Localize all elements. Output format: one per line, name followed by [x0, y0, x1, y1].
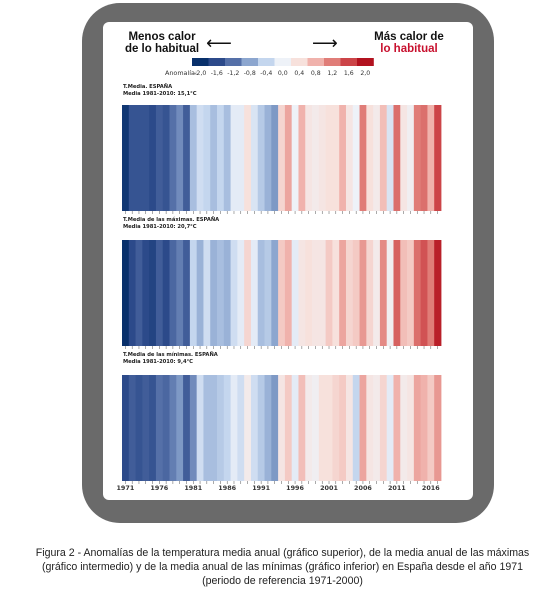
- stripe-panel-1: [122, 105, 441, 214]
- stripe-1986: [224, 105, 231, 211]
- stripe-2000: [319, 375, 326, 481]
- stripe-2009: [380, 375, 387, 481]
- panel-2-title-line2: Media 1981-2010: 20,7°C: [123, 223, 197, 230]
- stripe-2012: [400, 375, 407, 481]
- stripe-2013: [407, 375, 414, 481]
- stripe-1999: [312, 105, 319, 211]
- stripe-1995: [285, 375, 292, 481]
- stripe-2000: [319, 105, 326, 211]
- stripe-1974: [142, 375, 149, 481]
- stripe-1974: [142, 105, 149, 211]
- stripe-2010: [387, 375, 394, 481]
- stripe-1974: [142, 240, 149, 346]
- stripe-1972: [129, 105, 136, 211]
- stripe-2006: [360, 240, 367, 346]
- x-tick-label: 2001: [320, 484, 338, 492]
- stripe-1972: [129, 375, 136, 481]
- stripe-1988: [237, 240, 244, 346]
- stripe-2011: [393, 240, 400, 346]
- stripe-1983: [203, 375, 210, 481]
- stripe-1998: [305, 375, 312, 481]
- stripe-1998: [305, 105, 312, 211]
- stripe-1996: [292, 105, 299, 211]
- stripe-1987: [231, 375, 238, 481]
- stripe-1980: [183, 375, 190, 481]
- more-warm-line2: lo habitual: [380, 43, 438, 55]
- stripe-1989: [244, 105, 251, 211]
- stripe-1977: [163, 375, 170, 481]
- stripe-2002: [332, 375, 339, 481]
- stripe-1987: [231, 105, 238, 211]
- stripe-1981: [190, 375, 197, 481]
- stripe-1995: [285, 240, 292, 346]
- x-tick-label: 1981: [184, 484, 203, 492]
- stripe-1976: [156, 105, 163, 211]
- legend-tick-label: 0,4: [294, 70, 305, 77]
- stripe-2004: [346, 240, 353, 346]
- stripe-1973: [136, 240, 143, 346]
- legend-tick-label: 1,6: [343, 70, 354, 77]
- stripe-1986: [224, 375, 231, 481]
- stripe-panel-2: [122, 240, 441, 349]
- stripe-1988: [237, 105, 244, 211]
- stripe-1981: [190, 105, 197, 211]
- stripe-1982: [197, 105, 204, 211]
- stripe-2016: [427, 240, 434, 346]
- stripe-1983: [203, 105, 210, 211]
- stripe-2000: [319, 240, 326, 346]
- x-axis-ticks: [116, 484, 440, 492]
- stripe-1997: [298, 240, 305, 346]
- stripe-panel-3: [122, 375, 441, 484]
- stripe-2017: [434, 375, 441, 481]
- stripe-1979: [176, 375, 183, 481]
- x-tick-label: 1986: [218, 484, 237, 492]
- panel-3-title-line1: T.Media de las mínimas. ESPAÑA: [123, 352, 218, 358]
- stripe-1985: [217, 105, 224, 211]
- stripe-2006: [360, 105, 367, 211]
- stripe-1988: [237, 375, 244, 481]
- stripe-1983: [203, 240, 210, 346]
- stripe-1994: [278, 105, 285, 211]
- legend-tick-label: -1,2: [227, 70, 240, 77]
- figure-caption: Figura 2 - Anomalías de la temperatura media anual (gráfico superior), de la media anual de las máximas (gráfico intermedio) y de la media anual de las mínimas (gráfico inferior) en España desde el año 1971 (periodo de referencia 1971-2000): [35, 547, 530, 587]
- arrow-right-icon: ⟶: [312, 33, 338, 54]
- x-tick-label: 1976: [150, 484, 169, 492]
- stripe-1981: [190, 240, 197, 346]
- stripe-1982: [197, 375, 204, 481]
- stripe-1992: [265, 240, 272, 346]
- stripe-1977: [163, 240, 170, 346]
- stripe-2003: [339, 105, 346, 211]
- stripe-1999: [312, 240, 319, 346]
- stripe-1991: [258, 375, 265, 481]
- stripe-2015: [421, 105, 428, 211]
- stripe-2014: [414, 105, 421, 211]
- stripe-2017: [434, 240, 441, 346]
- legend-tick-label: 2,0: [360, 70, 371, 77]
- stripe-2012: [400, 105, 407, 211]
- stripe-2004: [346, 375, 353, 481]
- stripe-2014: [414, 240, 421, 346]
- stripe-1975: [149, 105, 156, 211]
- x-tick-label: 2006: [354, 484, 372, 492]
- stripe-2014: [414, 375, 421, 481]
- legend-tick-label: -2,0: [194, 70, 207, 77]
- stripe-1975: [149, 240, 156, 346]
- stripe-1984: [210, 375, 217, 481]
- stripe-1992: [265, 105, 272, 211]
- panel-1-title-line1: T.Media. ESPAÑA: [123, 84, 173, 90]
- x-tick-label: 2016: [421, 484, 440, 492]
- legend-label: Anomalía:: [165, 69, 198, 77]
- stripe-2015: [421, 240, 428, 346]
- legend-tick-label: -1,6: [210, 70, 223, 77]
- stripe-2002: [332, 240, 339, 346]
- stripe-1997: [298, 375, 305, 481]
- legend-tick-label: -0,4: [260, 70, 273, 77]
- stripe-2008: [373, 240, 380, 346]
- stripe-1996: [292, 375, 299, 481]
- x-tick-label: 1971: [116, 484, 135, 492]
- stripe-1992: [265, 375, 272, 481]
- stripe-1985: [217, 240, 224, 346]
- stripe-2016: [427, 105, 434, 211]
- stripe-2008: [373, 375, 380, 481]
- stripe-1971: [122, 105, 129, 211]
- stripe-1971: [122, 375, 129, 481]
- stripe-2003: [339, 240, 346, 346]
- stripe-2013: [407, 105, 414, 211]
- stripe-1984: [210, 105, 217, 211]
- stripe-1994: [278, 240, 285, 346]
- stripe-2005: [353, 105, 360, 211]
- stripe-1995: [285, 105, 292, 211]
- stripe-1987: [231, 240, 238, 346]
- stripe-1990: [251, 375, 258, 481]
- x-tick-label: 1996: [286, 484, 304, 492]
- stripe-1973: [136, 105, 143, 211]
- stripe-1996: [292, 240, 299, 346]
- stripe-1984: [210, 240, 217, 346]
- stripe-2003: [339, 375, 346, 481]
- stripe-1979: [176, 105, 183, 211]
- stripe-2010: [387, 240, 394, 346]
- legend-tick-label: 0,0: [277, 70, 288, 77]
- stripe-1991: [258, 240, 265, 346]
- panel-2-title-line1: T.Media de las máximas. ESPAÑA: [123, 217, 220, 223]
- x-tick-label: 1991: [252, 484, 271, 492]
- stripe-1976: [156, 240, 163, 346]
- stripe-1978: [170, 375, 177, 481]
- stripe-1990: [251, 105, 258, 211]
- stripe-2007: [366, 375, 373, 481]
- stripe-1998: [305, 240, 312, 346]
- stripe-2002: [332, 105, 339, 211]
- stripe-2005: [353, 375, 360, 481]
- stripe-2010: [387, 105, 394, 211]
- stripe-2009: [380, 105, 387, 211]
- stripe-2008: [373, 105, 380, 211]
- stripe-1973: [136, 375, 143, 481]
- stripe-1980: [183, 105, 190, 211]
- legend-tick-label: 1,2: [327, 70, 338, 77]
- stripe-1989: [244, 375, 251, 481]
- stripe-1978: [170, 240, 177, 346]
- x-tick-label: 2011: [387, 484, 406, 492]
- stripe-2001: [326, 240, 333, 346]
- stripe-2005: [353, 240, 360, 346]
- stripe-2015: [421, 375, 428, 481]
- stripe-1985: [217, 375, 224, 481]
- stripe-2011: [393, 375, 400, 481]
- stripe-1986: [224, 240, 231, 346]
- stripe-1975: [149, 375, 156, 481]
- stripe-2006: [360, 375, 367, 481]
- stripe-1990: [251, 240, 258, 346]
- less-warm-line1: Menos calor: [128, 31, 196, 43]
- less-warm-line2: de lo habitual: [124, 43, 200, 55]
- stripe-2012: [400, 240, 407, 346]
- stripe-1997: [298, 105, 305, 211]
- stripe-1982: [197, 240, 204, 346]
- stripe-1972: [129, 240, 136, 346]
- stripe-1993: [271, 375, 278, 481]
- stripe-1979: [176, 240, 183, 346]
- stripe-2016: [427, 375, 434, 481]
- legend-tick-label: 0,8: [310, 70, 321, 77]
- panel-1-title-line2: Media 1981-2010: 15,1°C: [123, 90, 197, 97]
- legend-tick-label: -0,8: [243, 70, 256, 77]
- arrow-left-icon: ⟵: [206, 33, 232, 54]
- stripe-1993: [271, 240, 278, 346]
- stripe-2001: [326, 105, 333, 211]
- stripe-1993: [271, 105, 278, 211]
- more-warm-line1: Más calor de: [374, 31, 444, 43]
- stripe-1978: [170, 105, 177, 211]
- panel-3-title-line2: Media 1981-2010: 9,4°C: [123, 358, 193, 365]
- stripe-2007: [366, 105, 373, 211]
- stripe-1977: [163, 105, 170, 211]
- stripe-1994: [278, 375, 285, 481]
- stripe-2011: [393, 105, 400, 211]
- stripe-1971: [122, 240, 129, 346]
- stripe-groups: [122, 105, 441, 484]
- stripe-2013: [407, 240, 414, 346]
- stripe-1999: [312, 375, 319, 481]
- stripe-2017: [434, 105, 441, 211]
- stripe-1976: [156, 375, 163, 481]
- stripe-2001: [326, 375, 333, 481]
- stripe-2009: [380, 240, 387, 346]
- stripe-1991: [258, 105, 265, 211]
- stripe-1989: [244, 240, 251, 346]
- stripe-2004: [346, 105, 353, 211]
- stripe-1980: [183, 240, 190, 346]
- stripe-2007: [366, 240, 373, 346]
